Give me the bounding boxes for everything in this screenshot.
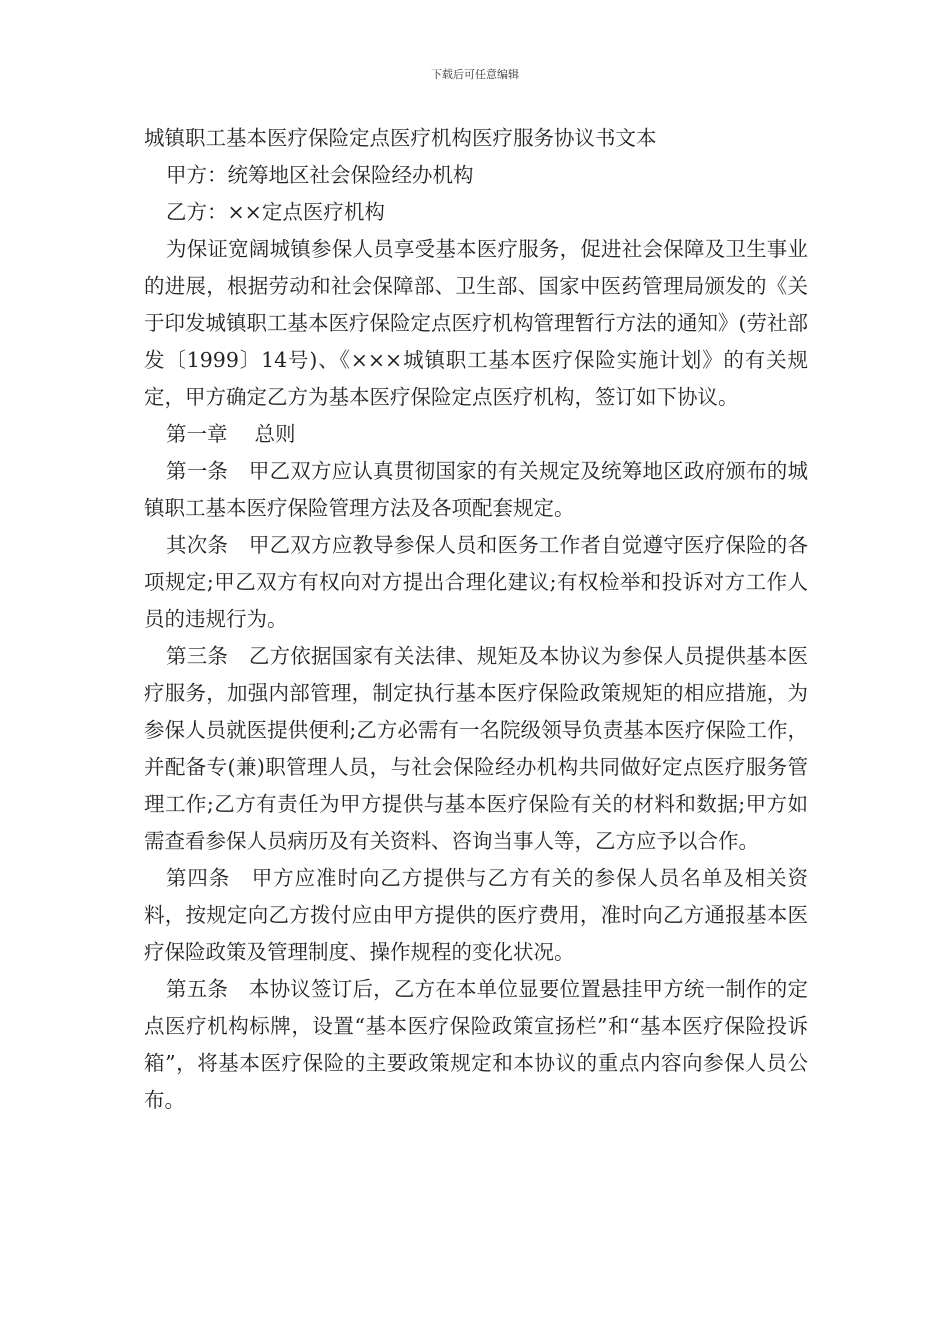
article-3: 第三条 乙方依据国家有关法律、规矩及本协议为参保人员提供基本医疗服务，加强内部管理，制定执行基本医疗保险政策规矩的相应措施，为参保人员就医提供便利;乙方必需有一名院级领导负责基本医疗保险工作，并配备专(兼)职管理人员，与社会保险经办机构共同做好定点医疗服务管理工作;乙方有责任为甲方提供与基本医疗保险有关的材料和数据;甲方如需查看参保人员病历及有关资料、咨询当事人等，乙方应予以合作。 [144,644,808,853]
header-note: 下载后可任意编辑 [431,68,519,81]
article-1: 第一条 甲乙双方应认真贯彻国家的有关规定及统筹地区政府颁布的城镇职工基本医疗保险管理方法及各项配套规定。 [144,459,808,520]
chapter-heading: 第一章 总则 [166,422,296,446]
document-body [144,120,808,1119]
intro-paragraph: 为保证宽阔城镇参保人员享受基本医疗服务，促进社会保障及卫生事业的进展，根据劳动和社会保障部、卫生部、国家中医药管理局颁发的《关于印发城镇职工基本医疗保险定点医疗机构管理暂行方法的通知》(劳社部发〔1999〕14号)、《×××城镇职工基本医疗保险实施计划》的有关规定，甲方确定乙方为基本医疗保险定点医疗机构，签订如下协议。 [144,237,808,409]
party-b-line: 乙方：××定点医疗机构 [166,200,385,224]
party-a-line: 甲方：统筹地区社会保险经办机构 [166,163,474,187]
article-5: 第五条 本协议签订后，乙方在本单位显要位置悬挂甲方统一制作的定点医疗机构标牌，设置“基本医疗保险政策宣扬栏”和“基本医疗保险投诉箱”，将基本医疗保险的主要政策规定和本协议的重点内容向参保人员公布。 [144,977,808,1112]
article-2: 其次条 甲乙双方应教导参保人员和医务工作者自觉遵守医疗保险的各项规定;甲乙双方有权向对方提出合理化建议;有权检举和投诉对方工作人员的违规行为。 [144,533,808,631]
article-4: 第四条 甲方应准时向乙方提供与乙方有关的参保人员名单及相关资料，按规定向乙方拨付应由甲方提供的医疗费用，准时向乙方通报基本医疗保险政策及管理制度、操作规程的变化状况。 [144,866,808,964]
document-title: 城镇职工基本医疗保险定点医疗机构医疗服务协议书文本 [144,126,657,150]
